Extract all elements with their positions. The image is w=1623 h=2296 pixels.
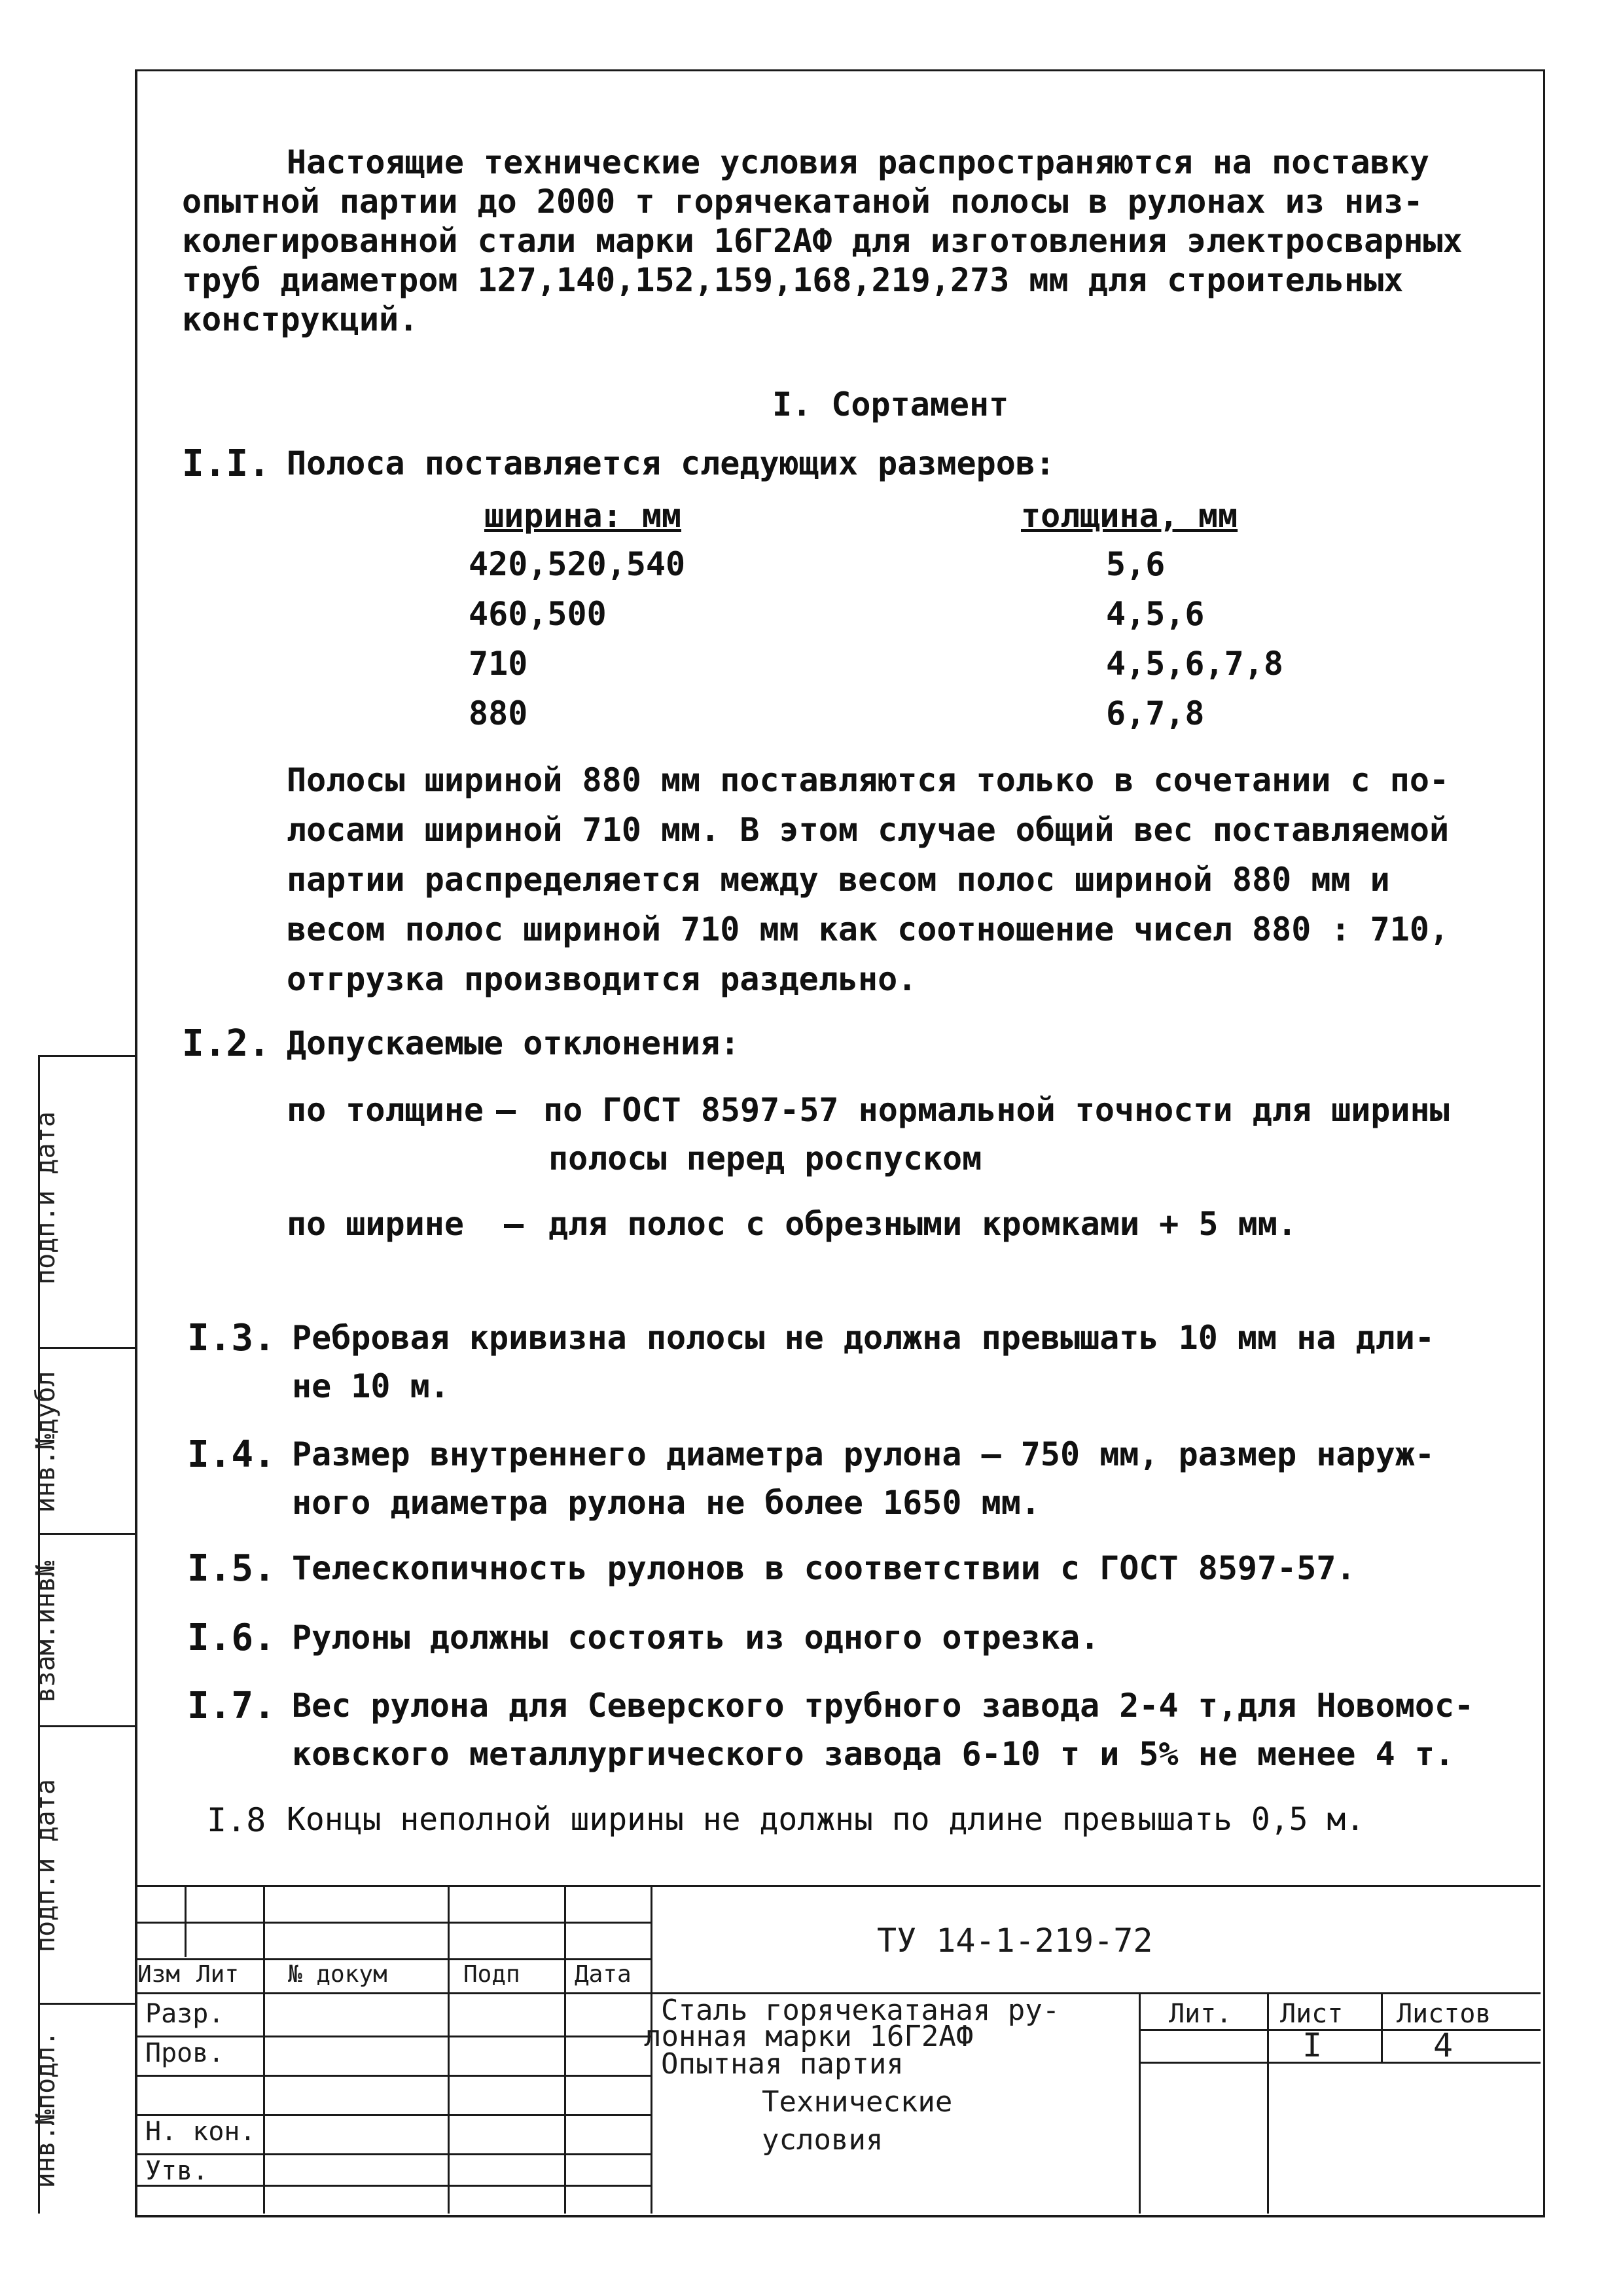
- table-header-thickness: толщина, мм: [1021, 497, 1238, 535]
- title-block-line: [1381, 1992, 1383, 2062]
- table-cell: 880: [469, 694, 528, 732]
- role-label-approved: Утв.: [145, 2156, 209, 2186]
- title-block-line: [135, 2036, 651, 2037]
- side-stamp-divider: [38, 1055, 135, 1057]
- title-block-line: [135, 1922, 651, 1924]
- section-heading: I. Сортамент: [772, 386, 1009, 423]
- table-cell: 710: [469, 645, 528, 683]
- item-text: Размер внутреннего диаметра рулона – 750 мм, размер наруж-: [292, 1435, 1435, 1473]
- table-header-width: ширина: мм: [484, 497, 682, 535]
- title-block-line: [135, 2153, 651, 2155]
- intro-line: конструкций.: [182, 300, 419, 338]
- item-number: I.6.: [187, 1617, 276, 1659]
- title-line: лонная марки 16Г2АФ: [644, 2020, 974, 2053]
- item-text: ковского металлургического завода 6-10 т и 5% не менее 4 т.: [292, 1735, 1455, 1773]
- intro-line: труб диаметром 127,140,152,159,168,219,273 мм для строительных: [182, 261, 1404, 299]
- title-block-line: [135, 2185, 651, 2187]
- deviation-text: по ГОСТ 8597-57 нормальной точности для ширины: [543, 1091, 1450, 1129]
- table-cell: 4,5,6: [1106, 595, 1205, 633]
- header-cell: № докум: [288, 1961, 387, 1988]
- title-block-line: [448, 1885, 450, 2214]
- sheets-total: 4: [1433, 2026, 1454, 2064]
- sheets-label: Листов: [1397, 1999, 1491, 2029]
- intro-paragraph: [182, 143, 1524, 339]
- title-block-line: [135, 2114, 651, 2116]
- item-number: I.3.: [187, 1317, 276, 1359]
- side-stamp-divider: [38, 1533, 135, 1535]
- side-label-duplicate-inv: инв.№дубл: [31, 1371, 61, 1513]
- sheet-number: I: [1302, 2026, 1323, 2064]
- table-cell: 4,5,6,7,8: [1106, 645, 1283, 683]
- side-label-signature-date: подп.и дата: [31, 1111, 61, 1285]
- item-text: Концы неполной ширины не должны по длине превышать 0,5 м.: [287, 1801, 1365, 1838]
- side-stamp-divider: [38, 2003, 135, 2005]
- item-number: I.8: [207, 1801, 266, 1839]
- title-line: Опытная партия: [661, 2047, 904, 2081]
- title-block-line: [564, 1885, 566, 2214]
- title-block-line: [1267, 1992, 1269, 2214]
- side-label-replace-inv: взам.инв№: [31, 1560, 61, 1703]
- side-stamp-divider: [38, 1725, 135, 1727]
- item-number: I.I.: [182, 442, 270, 485]
- header-cell: Дата: [575, 1961, 632, 1988]
- item-text: ного диаметра рулона не более 1650 мм.: [292, 1484, 1041, 1522]
- item-text: Телескопичность рулонов в соответствии с ГОСТ 8597-57.: [292, 1549, 1356, 1587]
- title-line: Технические: [762, 2085, 953, 2119]
- item-text: Вес рулона для Северского трубного завода 2-4 т,для Новомос-: [292, 1687, 1474, 1725]
- item-text: Допускаемые отклонения:: [287, 1024, 740, 1062]
- role-label-developer: Разр.: [145, 1999, 224, 2029]
- role-label-norm-control: Н. кон.: [145, 2117, 256, 2147]
- side-label-signature-date: подп.и дата: [31, 1779, 61, 1952]
- deviation-label: по ширине: [287, 1205, 464, 1243]
- table-cell: 460,500: [469, 595, 607, 633]
- note-line: лосами шириной 710 мм. В этом случае общий вес поставляемой: [287, 811, 1450, 849]
- intro-line: опытной партии до 2000 т горячекатаной полосы в рулонах из низ-: [182, 183, 1423, 221]
- title-block-line: [1139, 1992, 1141, 2214]
- title-block-line: [135, 1958, 651, 1960]
- title-block-line: [263, 1885, 265, 2214]
- sheet-label: Лист: [1280, 1999, 1344, 2029]
- document-code: ТУ 14-1-219-72: [877, 1922, 1153, 1960]
- title-block-border: [135, 1885, 1541, 1887]
- note-line: Полосы шириной 880 мм поставляются только в сочетании с по-: [287, 761, 1450, 799]
- header-cell: Лит: [196, 1961, 240, 1988]
- item-text: Ребровая кривизна полосы не должна превышать 10 мм на дли-: [292, 1319, 1435, 1357]
- side-label-original-inv: инв.№подл.: [31, 2030, 61, 2189]
- item-number: I.4.: [187, 1433, 276, 1476]
- item-text: Полоса поставляется следующих размеров:: [287, 444, 1055, 482]
- note-line: отгрузка производится раздельно.: [287, 960, 918, 998]
- deviation-text: для полос с обрезными кромками + 5 мм.: [548, 1205, 1297, 1243]
- table-cell: 420,520,540: [469, 545, 686, 583]
- title-line: Сталь горячекатаная ру-: [661, 1994, 1060, 2027]
- title-block-line: [1139, 2029, 1541, 2031]
- lit-label: Лит.: [1169, 1999, 1232, 2029]
- note-line: партии распределяется между весом полос шириной 880 мм и: [287, 861, 1390, 899]
- item-text: не 10 м.: [292, 1367, 450, 1405]
- note-line: весом полос шириной 710 мм как соотношение чисел 880 : 710,: [287, 910, 1450, 948]
- intro-line: колегированной стали марки 16Г2АФ для изготовления электросварных: [182, 222, 1463, 260]
- item-text: Рулоны должны состоять из одного отрезка.: [292, 1619, 1100, 1657]
- header-cell: Подп: [463, 1961, 520, 1988]
- deviation-label: по толщине: [287, 1091, 484, 1129]
- title-block-line: [135, 2075, 651, 2077]
- item-number: I.7.: [187, 1685, 276, 1727]
- intro-line: Настоящие технические условия распространяются на поставку: [287, 143, 1429, 181]
- deviation-dash: –: [504, 1205, 524, 1243]
- title-block-line: [1139, 2062, 1541, 2064]
- title-line: условия: [762, 2123, 883, 2157]
- table-cell: 5,6: [1106, 545, 1166, 583]
- item-number: I.5.: [187, 1547, 276, 1590]
- header-cell: Изм: [137, 1961, 181, 1988]
- deviation-text: полосы перед роспуском: [548, 1139, 982, 1177]
- title-block-line: [185, 1885, 187, 1957]
- item-number: I.2.: [182, 1022, 270, 1065]
- deviation-dash: –: [496, 1091, 516, 1129]
- role-label-checker: Пров.: [145, 2038, 224, 2068]
- table-cell: 6,7,8: [1106, 694, 1205, 732]
- side-stamp-divider: [38, 1347, 135, 1349]
